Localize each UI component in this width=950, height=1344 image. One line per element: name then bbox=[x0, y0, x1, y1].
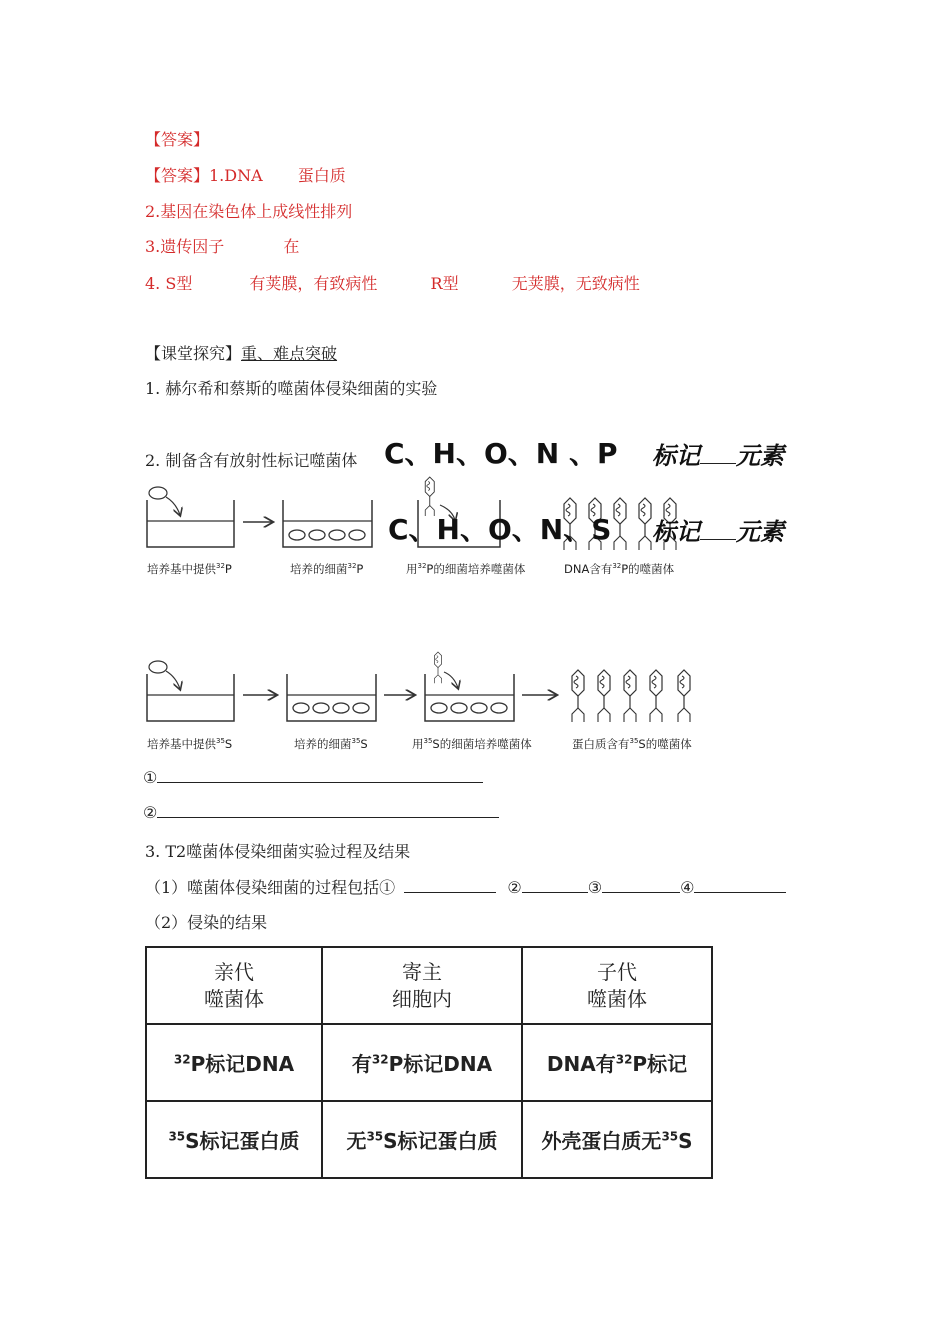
overlay-2-elements: C、H、O、N、S bbox=[388, 513, 612, 546]
answer-4-c: R型 bbox=[430, 274, 459, 293]
item-3: 3. T2噬菌体侵染细菌实验过程及结果 bbox=[145, 842, 411, 861]
table-row bbox=[146, 1024, 712, 1101]
table-row bbox=[146, 1101, 712, 1178]
process-blank-2[interactable] bbox=[522, 878, 588, 893]
row2-caption-1: 培养基中提供$^{35}$S bbox=[147, 737, 233, 751]
answer-3-b: 在 bbox=[283, 237, 300, 256]
blank-1-field[interactable] bbox=[157, 768, 483, 783]
cell-r2-c1: $^{35}$S标记蛋白质 bbox=[146, 1101, 322, 1178]
process-blank-3[interactable] bbox=[602, 878, 680, 893]
row2-caption-4: 蛋白质含有$^{35}$S的噬菌体 bbox=[572, 737, 692, 751]
cell-r2-c2: 无$^{35}$S标记蛋白质 bbox=[322, 1101, 522, 1178]
row1-beaker-1 bbox=[147, 487, 234, 547]
item-2: 2. 制备含有放射性标记噬菌体 bbox=[145, 451, 358, 470]
overlay-2-label bbox=[652, 512, 784, 547]
answer-line-2: 2.基因在染色体上成线性排列 bbox=[145, 202, 353, 221]
process-num-4: ④ bbox=[680, 878, 695, 897]
blank-line-2 bbox=[143, 803, 499, 822]
overlay-1-tail: 元素 bbox=[736, 441, 784, 470]
blank-2-field[interactable] bbox=[157, 803, 499, 818]
row1-caption-3: 用$^{32}$P的细菌培养噬菌体 bbox=[406, 562, 526, 576]
header-parent-phage: 亲代 噬菌体 bbox=[146, 947, 322, 1024]
blank-2-number: ② bbox=[143, 803, 158, 822]
row2-caption-2: 培养的细菌$^{35}$S bbox=[294, 737, 368, 751]
cell-r2-c3: 外壳蛋白质无$^{35}$S bbox=[522, 1101, 712, 1178]
overlay-1-mark: 标记 bbox=[652, 441, 700, 470]
answer-1-protein: 蛋白质 bbox=[297, 166, 346, 185]
row1-caption-2: 培养的细菌$^{32}$P bbox=[290, 562, 364, 576]
process-num-2: ② bbox=[507, 878, 522, 897]
row1-caption-1: 培养基中提供$^{32}$P bbox=[147, 562, 232, 576]
overlay-1-elements: C、H、O、N 、P bbox=[384, 437, 618, 470]
header-offspring-phage: 子代 噬菌体 bbox=[522, 947, 712, 1024]
process-blank-1[interactable] bbox=[404, 878, 496, 893]
row1-beaker-2 bbox=[283, 500, 372, 547]
process-blank-4[interactable] bbox=[694, 878, 786, 893]
row1-caption-4: DNA含有$^{32}$P的噬菌体 bbox=[564, 562, 675, 576]
answer-4-b: 有荚膜，有致病性 bbox=[249, 274, 378, 293]
overlay-1-label bbox=[652, 436, 784, 471]
row2-caption-3: 用$^{35}$S的细菌培养噬菌体 bbox=[412, 737, 532, 751]
row2-beaker-1 bbox=[147, 661, 234, 721]
table-header-row bbox=[146, 947, 712, 1024]
cell-r1-c2: 有$^{32}$P标记DNA bbox=[322, 1024, 522, 1101]
sub-2: （2）侵染的结果 bbox=[145, 913, 268, 932]
blank-line-1 bbox=[143, 768, 483, 787]
explore-title: 重、难点突破 bbox=[241, 344, 338, 363]
row2-beaker-3 bbox=[425, 652, 514, 721]
sub-1-text: （1）噬菌体侵染细菌的过程包括① bbox=[145, 878, 396, 897]
explore-label: 【课堂探究】 bbox=[145, 344, 242, 363]
cell-r1-c3: DNA有$^{32}$P标记 bbox=[522, 1024, 712, 1101]
answer-1-prefix: 【答案】1.DNA bbox=[145, 166, 263, 185]
overlay-2-mark: 标记 bbox=[652, 517, 700, 546]
sub-1 bbox=[145, 875, 786, 898]
overlay-2-tail: 元素 bbox=[736, 517, 784, 546]
cell-r1-c1: $^{32}$P标记DNA bbox=[146, 1024, 322, 1101]
row2-beaker-2 bbox=[287, 674, 376, 721]
answer-3-a: 3.遗传因子 bbox=[145, 237, 225, 256]
answer-header: 【答案】 bbox=[145, 130, 210, 149]
process-num-3: ③ bbox=[587, 878, 603, 897]
item-1: 1. 赫尔希和蔡斯的噬菌体侵染细菌的实验 bbox=[145, 379, 438, 398]
header-host-cell: 寄主 细胞内 bbox=[322, 947, 522, 1024]
answer-4-d: 无荚膜，无致病性 bbox=[511, 274, 640, 293]
answer-4-a: 4. S型 bbox=[145, 274, 193, 293]
row2-phages bbox=[572, 670, 690, 722]
blank-1-number: ① bbox=[143, 768, 158, 787]
result-table bbox=[145, 946, 713, 1179]
